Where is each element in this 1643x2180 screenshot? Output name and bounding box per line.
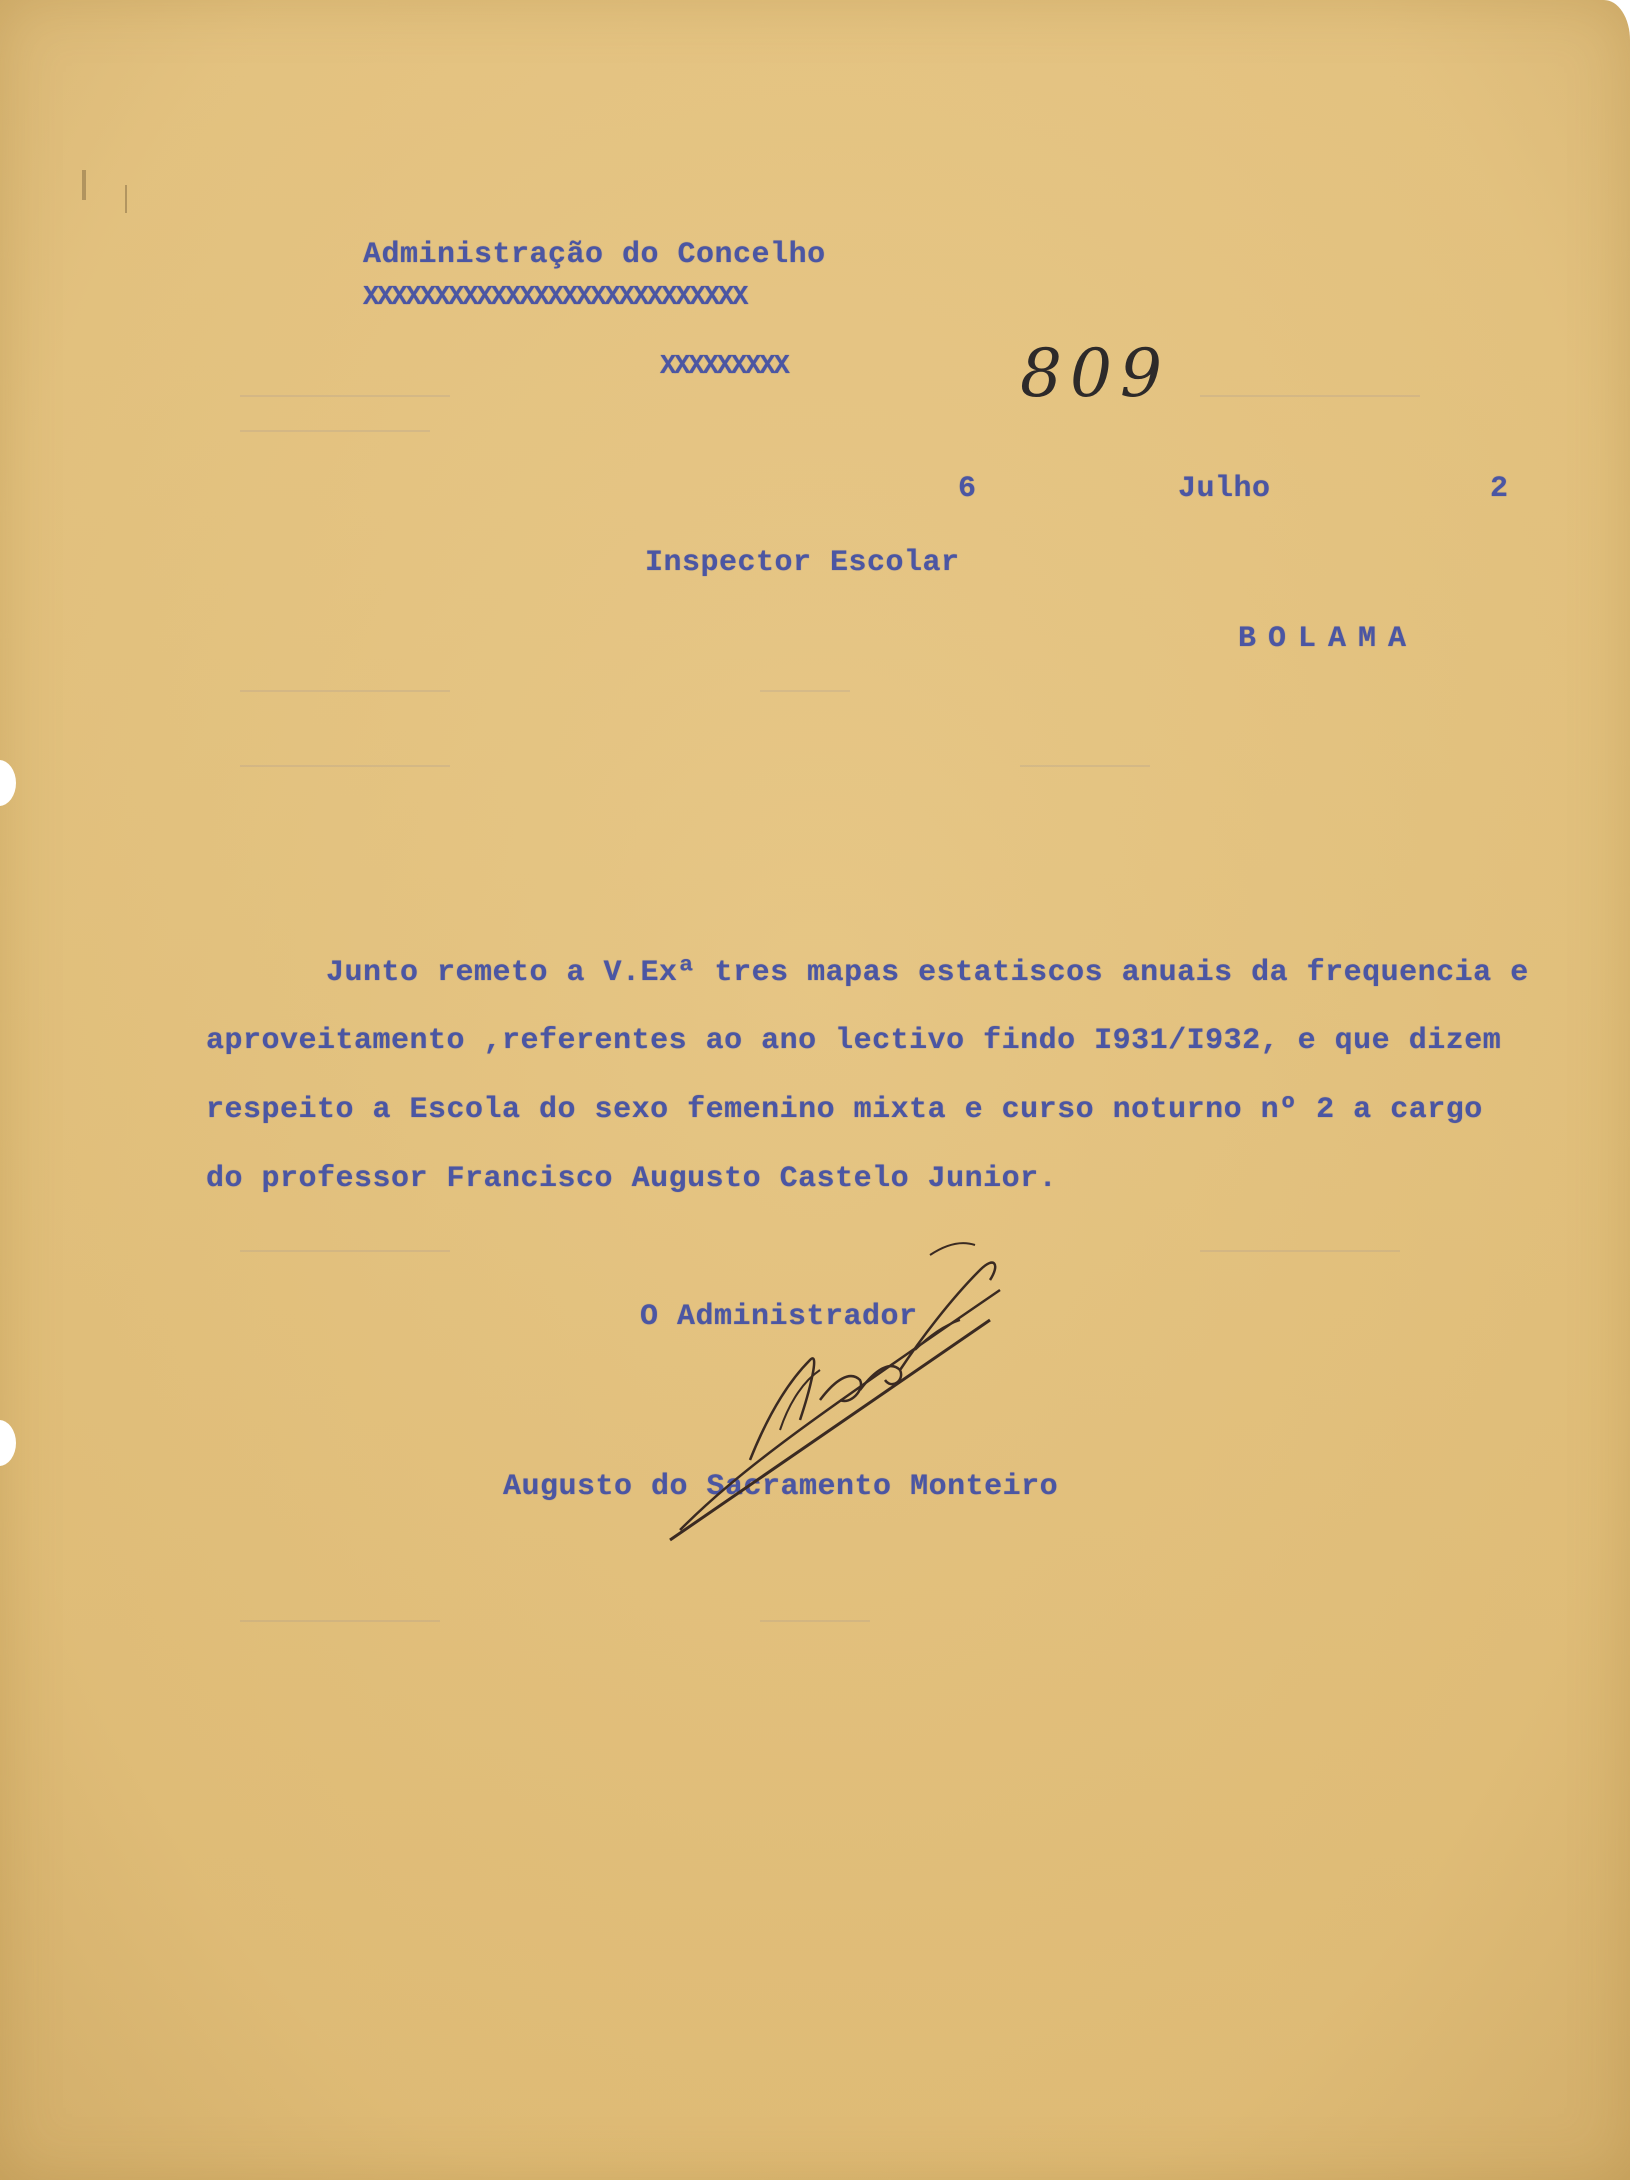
body-line: respeito a Escola do sexo femenino mixta e curso noturno nº 2 a cargo [206,1093,1483,1127]
bleed-through-mark [760,690,850,692]
punch-hole [0,1420,16,1466]
handwritten-signature [660,1230,1040,1560]
bleed-through-mark [240,1250,450,1252]
bleed-through-mark [240,430,430,432]
office-heading: Administração do Concelho [363,238,826,272]
struck-out-line: XXXXXXXXX [660,352,788,382]
struck-out-line: XXXXXXXXXXXXXXXXXXXXXXXXXXX [363,283,747,313]
bleed-through-mark [240,765,450,767]
bleed-through-mark [1200,1250,1400,1252]
date-day: 6 [958,472,977,506]
body-line: Junto remeto a V.Exª tres mapas estatiscos anuais da frequencia e [326,956,1529,990]
signatory-name: Augusto do Sacramento Monteiro [503,1470,1059,1504]
body-line: aproveitamento ,referentes ao ano lectivo findo I931/I932, e que dizem [206,1024,1502,1058]
bleed-through-mark [240,690,450,692]
date-year: 2 [1490,472,1509,506]
bleed-through-mark [1020,765,1150,767]
bleed-through-mark [1200,395,1420,397]
closing-title: O Administrador [640,1300,918,1334]
date-month: Julho [1178,472,1271,506]
bleed-through-mark [240,395,450,397]
recipient-title: Inspector Escolar [645,546,960,580]
recipient-city: BOLAMA [1238,622,1419,656]
paper-speck [82,170,86,200]
punch-hole [0,760,16,806]
paper-speck [125,185,127,213]
bleed-through-mark [240,1620,440,1622]
bleed-through-mark [760,1620,870,1622]
handwritten-reference-number: 809 [1020,335,1170,412]
body-line: do professor Francisco Augusto Castelo Junior. [206,1162,1058,1196]
